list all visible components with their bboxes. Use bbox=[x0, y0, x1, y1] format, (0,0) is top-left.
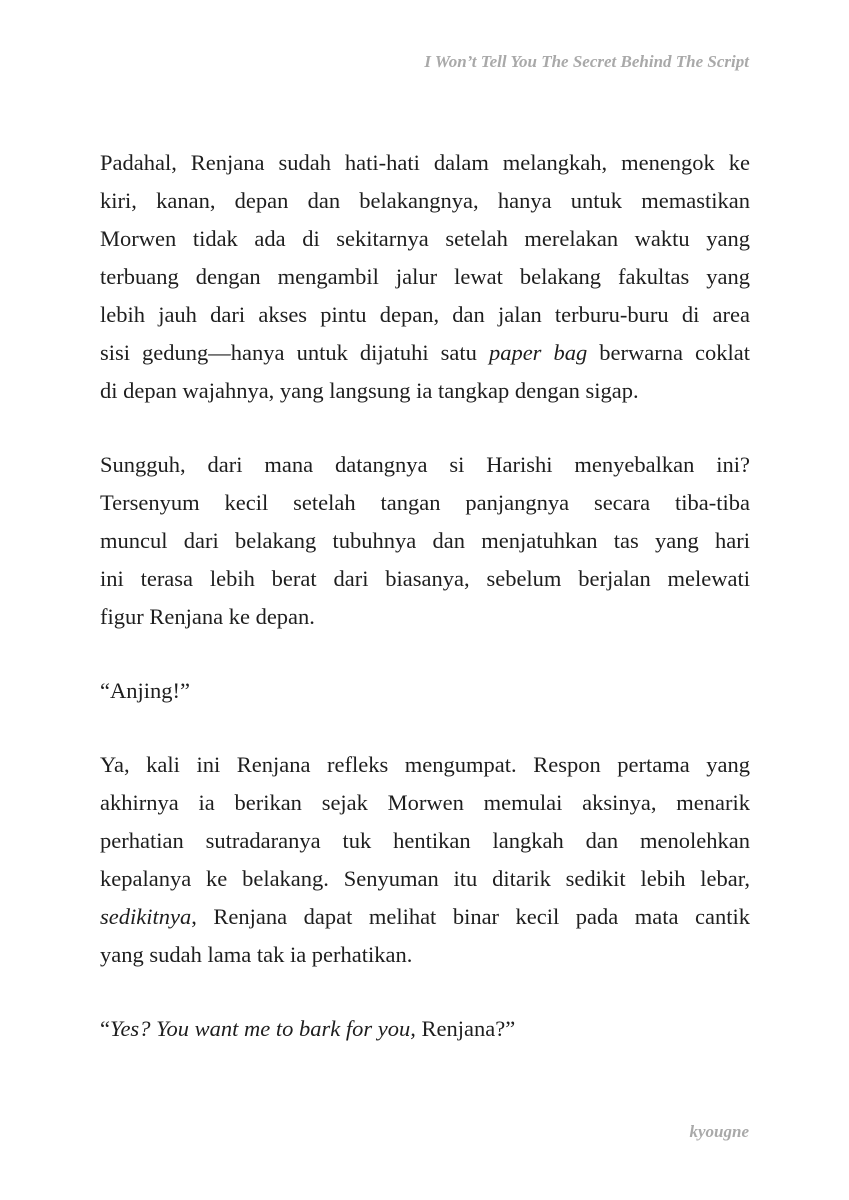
italic-phrase: paper bag bbox=[488, 340, 588, 365]
paragraph-2-line: muncul dari belakang tubuhnya dan menjatuhkan tas yang hari bbox=[100, 528, 750, 553]
paragraph-4-line: Ya, kali ini Renjana refleks mengumpat. Respon pertama yang bbox=[100, 752, 750, 777]
running-header: I Won’t Tell You The Secret Behind The Script bbox=[424, 52, 749, 71]
paragraph-4-line: yang sudah lama tak ia perhatikan. bbox=[100, 942, 413, 967]
paragraph-1 bbox=[100, 144, 750, 410]
dialogue-line bbox=[100, 1010, 750, 1048]
text-run: , Renjana dapat melihat binar kecil pada mata cantik bbox=[191, 904, 750, 929]
paragraph-2-line: figur Renjana ke depan. bbox=[100, 604, 315, 629]
paragraph-4-line bbox=[100, 898, 750, 936]
dialogue-line: “Anjing!” bbox=[100, 678, 190, 703]
paragraph-1-line bbox=[100, 334, 750, 372]
text-run: sisi gedung—hanya untuk dijatuhi satu bbox=[100, 340, 489, 365]
italic-phrase: sedikitnya bbox=[100, 904, 192, 929]
paragraph-2-line: Tersenyum kecil setelah tangan panjangnya secara tiba-tiba bbox=[100, 490, 750, 515]
paragraph-2-line: Sungguh, dari mana datangnya si Harishi menyebalkan ini? bbox=[100, 452, 750, 477]
paragraph-3 bbox=[100, 672, 750, 710]
paragraph-1-line: Morwen tidak ada di sekitarnya setelah merelakan waktu yang bbox=[100, 226, 750, 251]
paragraph-1-line: kiri, kanan, depan dan belakangnya, hanya untuk memastikan bbox=[100, 188, 750, 213]
paragraph-5 bbox=[100, 1010, 750, 1048]
paragraph-1-line: lebih jauh dari akses pintu depan, dan jalan terburu-buru di area bbox=[100, 302, 750, 327]
paragraph-4-line: perhatian sutradaranya tuk hentikan langkah dan menolehkan bbox=[100, 828, 750, 853]
paragraph-4-line: akhirnya ia berikan sejak Morwen memulai aksinya, menarik bbox=[100, 790, 750, 815]
paragraph-1-line: Padahal, Renjana sudah hati-hati dalam melangkah, menengok ke bbox=[100, 150, 750, 175]
paragraph-2-line: ini terasa lebih berat dari biasanya, sebelum berjalan melewati bbox=[100, 566, 750, 591]
italic-phrase: Yes? You want me to bark for you, bbox=[110, 1016, 416, 1041]
story-body bbox=[100, 144, 750, 1084]
paragraph-1-line: terbuang dengan mengambil jalur lewat belakang fakultas yang bbox=[100, 264, 750, 289]
author-signature: kyougne bbox=[689, 1122, 749, 1141]
text-run: berwarna coklat bbox=[587, 340, 750, 365]
paragraph-4 bbox=[100, 746, 750, 974]
paragraph-4-line: kepalanya ke belakang. Senyuman itu ditarik sedikit lebih lebar, bbox=[100, 866, 750, 891]
text-run: Renjana?” bbox=[415, 1016, 516, 1041]
paragraph-1-line: di depan wajahnya, yang langsung ia tangkap dengan sigap. bbox=[100, 378, 639, 403]
open-quote: “ bbox=[100, 1016, 110, 1041]
paragraph-2 bbox=[100, 446, 750, 636]
